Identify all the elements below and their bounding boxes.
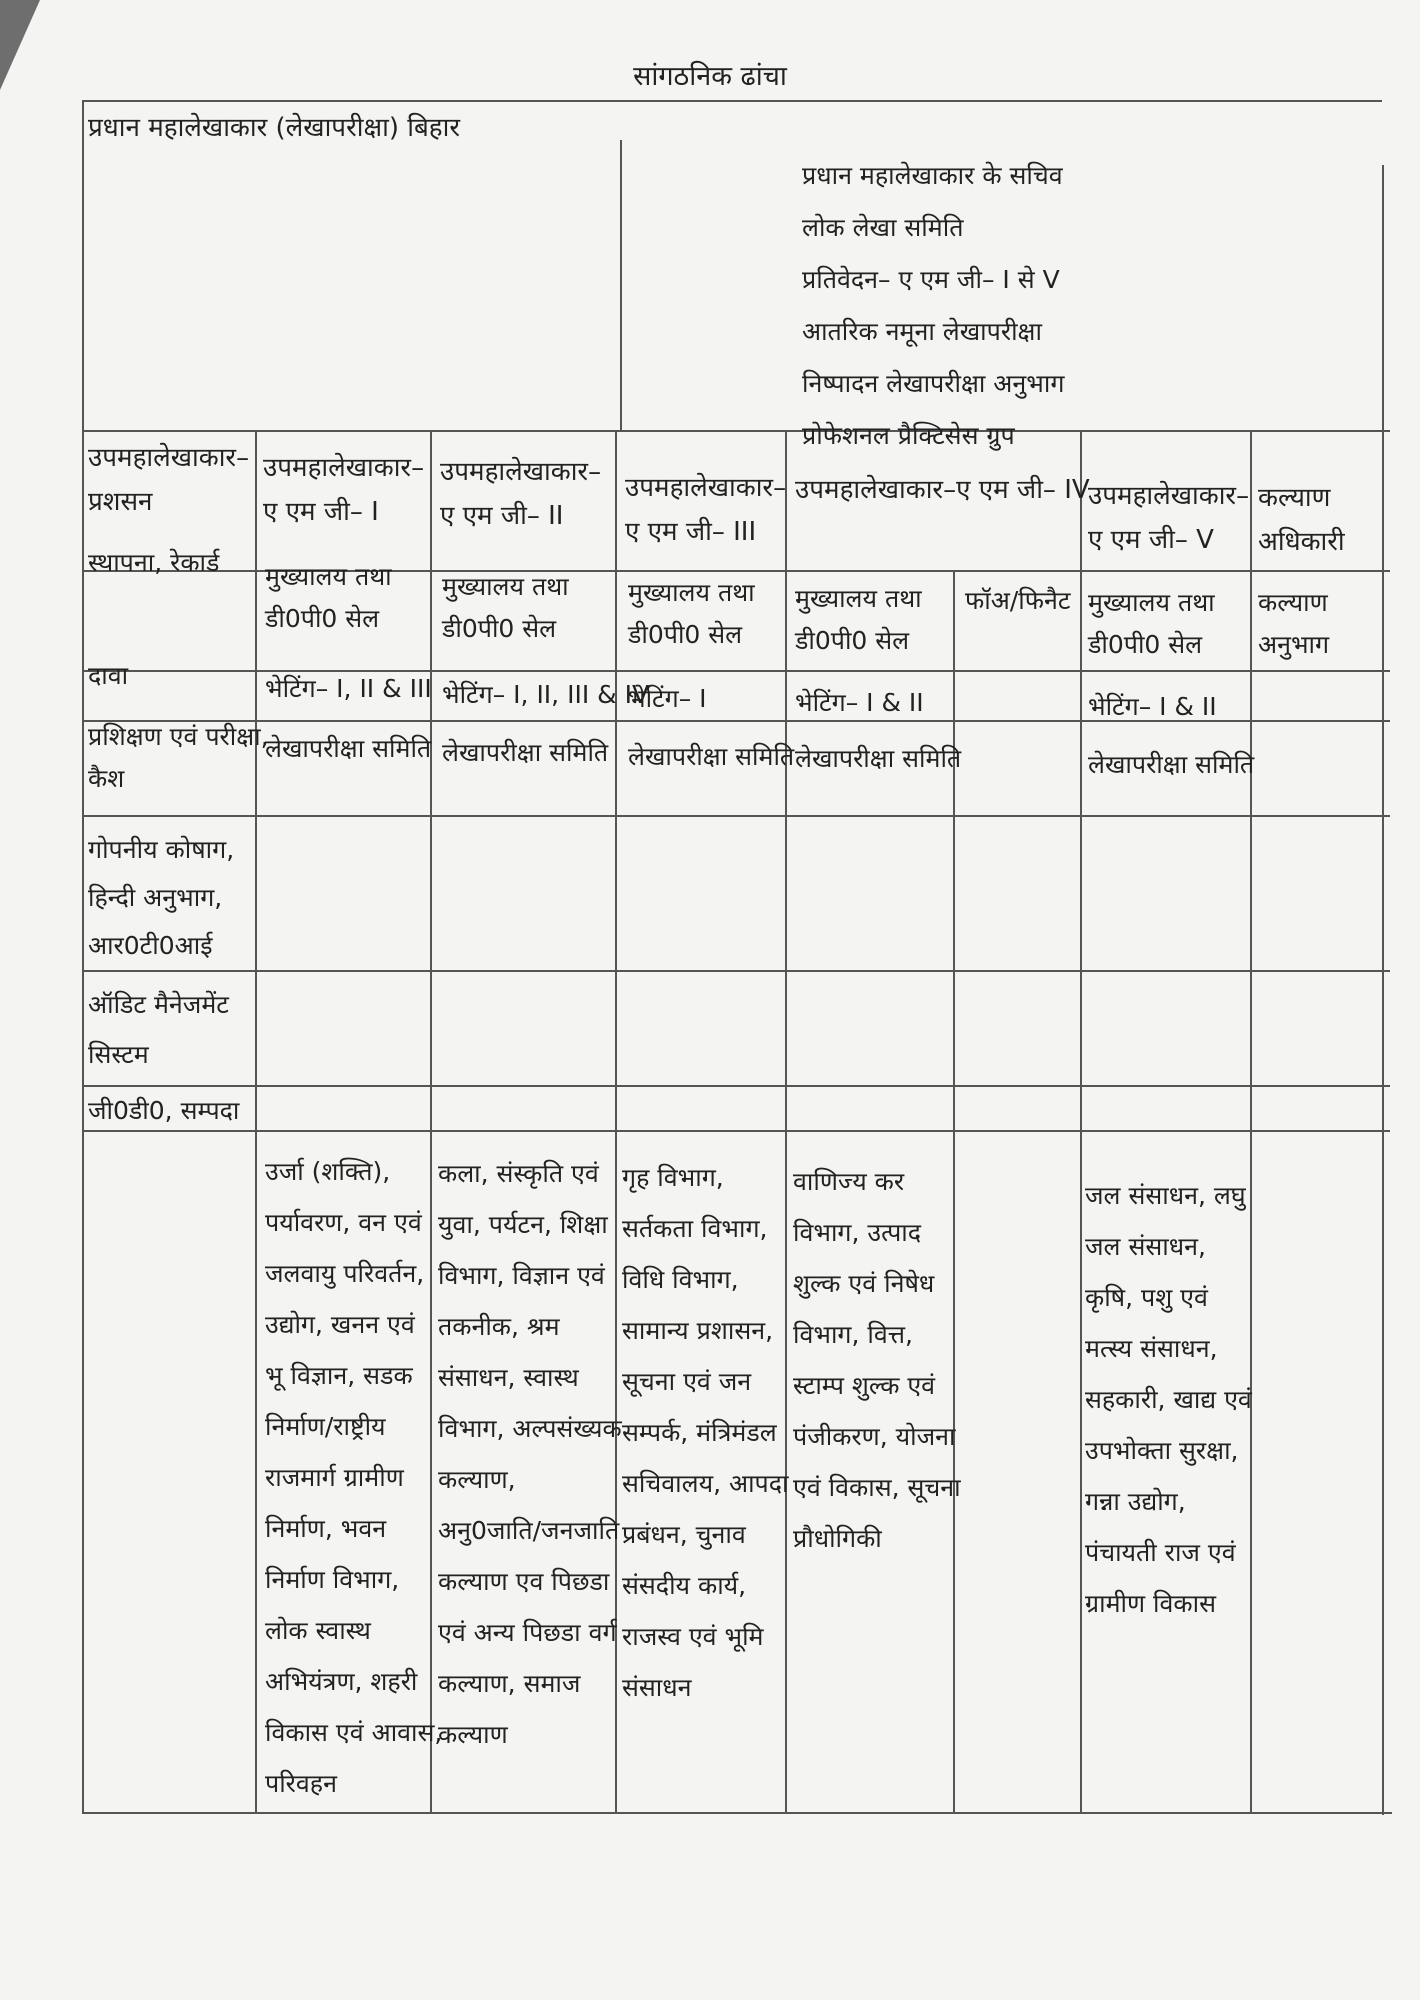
- cell-admin-confidential: गोपनीय कोषाग, हिन्दी अनुभाग, आर0टी0आई: [88, 835, 235, 960]
- cell-amg3-vetting: भेटिंग– I: [628, 684, 707, 713]
- cell-amg4-fao: फॉअ/फिनैट: [965, 586, 1071, 615]
- cell-amg2-departments: कला, संस्कृति एवं युवा, पर्यटन, शिक्षा विभाग, विज्ञान एवं तकनीक, श्रम संसाधन, स्वास्थ विभाग, अल्पसंख्यक कल्याण, अनु0जाति/जनजाति कल्याण एव पिछडा एवं अन्य पिछडा वर्ग कल्याण, समाज कल्याण: [438, 1159, 622, 1749]
- header-admin: उपमहालेखाकार– प्रशसन: [88, 443, 250, 517]
- list-item: प्रोफेशनल प्रैक्टिसेस ग्रुप: [802, 421, 1015, 450]
- list-item: निष्पादन लेखापरीक्षा अनुभाग: [802, 369, 1065, 398]
- cell-amg2-vetting: भेटिंग– I, II, III & IV: [442, 680, 650, 709]
- list-item: लोक लेखा समिति: [802, 213, 964, 242]
- cell-admin-gd: जी0डी0, सम्पदा: [88, 1096, 240, 1125]
- cell-amg2-committee: लेखापरीक्षा समिति: [442, 738, 609, 767]
- cell-amg3-hq: मुख्यालय तथा डी0पी0 सेल: [628, 578, 755, 649]
- header-amg5: उपमहालेखाकार– ए एम जी– V: [1088, 481, 1250, 555]
- cell-amg4-committee: लेखापरीक्षा समिति: [795, 744, 962, 773]
- header-amg4: उपमहालेखाकार–ए एम जी– IV: [795, 475, 1090, 505]
- cell-amg5-departments: जल संसाधन, लघु जल संसाधन, कृषि, पशु एवं मत्स्य संसाधन, सहकारी, खाद्य एवं उपभोक्ता सुरक्षा, गन्ना उद्योग, पंचायती राज एवं ग्रामीण विकास: [1085, 1181, 1252, 1618]
- cell-amg4-vetting: भेटिंग– I & II: [795, 688, 924, 717]
- cell-amg3-committee: लेखापरीक्षा समिति: [628, 742, 795, 771]
- header-welfare: कल्याण अधिकारी: [1258, 483, 1345, 557]
- list-item: आतरिक नमूना लेखापरीक्षा: [802, 317, 1042, 346]
- page-title: सांगठनिक ढांचा: [633, 61, 787, 92]
- cell-amg3-departments: गृह विभाग, सर्तकता विभाग, विधि विभाग, सामान्य प्रशासन, सूचना एवं जन सम्पर्क, मंत्रिमंडल सचिवालय, आपदा प्रबंधन, चुनाव संसदीय कार्य, राजस्व एवं भूमि संसाधन: [622, 1163, 789, 1702]
- list-item: प्रतिवेदन– ए एम जी– I से V: [802, 265, 1060, 294]
- cell-amg5-vetting: भेटिंग– I & II: [1088, 692, 1217, 721]
- list-item: प्रधान महालेखाकार के सचिव: [802, 161, 1063, 190]
- top-heading: प्रधान महालेखाकार (लेखापरीक्षा) बिहार: [88, 113, 460, 143]
- cell-amg2-hq: मुख्यालय तथा डी0पी0 सेल: [442, 572, 569, 643]
- cell-welfare-section: कल्याण अनुभाग: [1258, 588, 1330, 659]
- cell-amg1-vetting: भेटिंग– I, II & III: [265, 674, 432, 703]
- cell-admin-ams: ऑडिट मैनेजमेंट सिस्टम: [88, 990, 229, 1069]
- cell-amg4-hq: मुख्यालय तथा डी0पी0 सेल: [795, 584, 922, 655]
- header-amg2: उपमहालेखाकार– ए एम जी– II: [440, 457, 602, 531]
- cell-amg1-hq: मुख्यालय तथा डी0पी0 सेल: [265, 562, 392, 633]
- cell-admin-establishment: स्थापना, रेकार्ड: [88, 548, 220, 577]
- cell-admin-training: प्रशिक्षण एवं परीक्षा, कैश: [88, 722, 269, 793]
- header-amg3: उपमहालेखाकार– ए एम जी– III: [625, 473, 787, 547]
- header-amg1: उपमहालेखाकार– ए एम जी– I: [263, 453, 425, 527]
- cell-amg5-committee: लेखापरीक्षा समिति: [1088, 750, 1255, 779]
- cell-amg4-departments: वाणिज्य कर विभाग, उत्पाद शुल्क एवं निषेध विभाग, वित्त, स्टाम्प शुल्क एवं पंजीकरण, योजना एवं विकास, सूचना प्रौधोगिकी: [793, 1167, 961, 1553]
- cell-amg1-committee: लेखापरीक्षा समिति: [265, 734, 432, 763]
- cell-admin-claims: दावा: [88, 661, 129, 690]
- cell-amg5-hq: मुख्यालय तथा डी0पी0 सेल: [1088, 588, 1215, 659]
- cell-amg1-departments: उर्जा (शक्ति), पर्यावरण, वन एवं जलवायु परिवर्तन, उद्योग, खनन एवं भू विज्ञान, सडक निर्माण/राष्ट्रीय राजमार्ग ग्रामीण निर्माण, भवन निर्माण विभाग, लोक स्वास्थ अभियंत्रण, शहरी विकास एवं आवास, परिवहन: [265, 1157, 443, 1798]
